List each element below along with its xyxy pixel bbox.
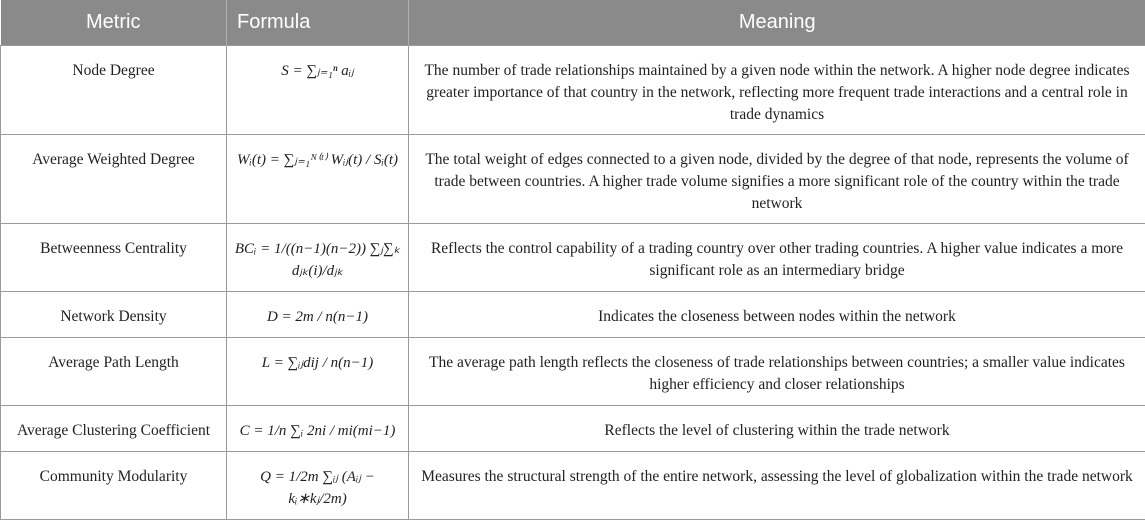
meaning-cell: Indicates the closeness between nodes within the network <box>409 292 1145 338</box>
formula-cell: C = 1/n ∑ᵢ 2ni / mi(mi−1) <box>227 406 409 452</box>
meaning-cell: The average path length reflects the closeness of trade relationships between countries; a smaller value indicates higher efficiency and closer relationships <box>409 338 1145 406</box>
metric-cell: Community Modularity <box>1 452 227 520</box>
header-metric: Metric <box>1 0 227 46</box>
meaning-cell: The number of trade relationships maintained by a given node within the network. A higher node degree indicates greater importance of that country in the network, reflecting more frequent trade interactions and a central role in trade dynamics <box>409 46 1145 135</box>
meaning-cell: Measures the structural strength of the entire network, assessing the level of globalization within the trade network <box>409 452 1145 520</box>
metric-cell: Average Clustering Coefficient <box>1 406 227 452</box>
formula-cell: S = ∑ⱼ₌₁ⁿ aᵢⱼ <box>227 46 409 135</box>
metric-cell: Network Density <box>1 292 227 338</box>
meaning-cell: Reflects the control capability of a trading country over other trading countries. A higher value indicates a more significant role as an intermediary bridge <box>409 224 1145 292</box>
metric-cell: Betweenness Centrality <box>1 224 227 292</box>
metric-cell: Average Weighted Degree <box>1 135 227 224</box>
table-row <box>1 135 1145 224</box>
table-row <box>1 46 1145 135</box>
table-row <box>1 224 1145 292</box>
formula-cell: D = 2m / n(n−1) <box>227 292 409 338</box>
table-row <box>1 406 1145 452</box>
header-meaning: Meaning <box>409 0 1145 46</box>
formula-cell: Q = 1/2m ∑ᵢⱼ (Aᵢⱼ − kᵢ∗kⱼ/2m) <box>227 452 409 520</box>
header-row <box>1 0 1145 46</box>
metric-cell: Node Degree <box>1 46 227 135</box>
formula-cell: L = ∑ᵢⱼdij / n(n−1) <box>227 338 409 406</box>
header-formula: Formula <box>227 0 409 46</box>
meaning-cell: The total weight of edges connected to a given node, divided by the degree of that node, represents the volume of trade between countries. A higher trade volume signifies a more significant role of the country within the trade network <box>409 135 1145 224</box>
formula-cell: BCᵢ = 1/((n−1)(n−2)) ∑ⱼ∑ₖ dⱼₖ(i)/dⱼₖ <box>227 224 409 292</box>
table-row <box>1 452 1145 520</box>
table-row <box>1 338 1145 406</box>
metric-cell: Average Path Length <box>1 338 227 406</box>
meaning-cell: Reflects the level of clustering within the trade network <box>409 406 1145 452</box>
formula-cell: Wᵢ(t) = ∑ⱼ₌₁ᴺ⁽ᵗ⁾ Wᵢⱼ(t) / Sᵢ(t) <box>227 135 409 224</box>
table-row <box>1 292 1145 338</box>
